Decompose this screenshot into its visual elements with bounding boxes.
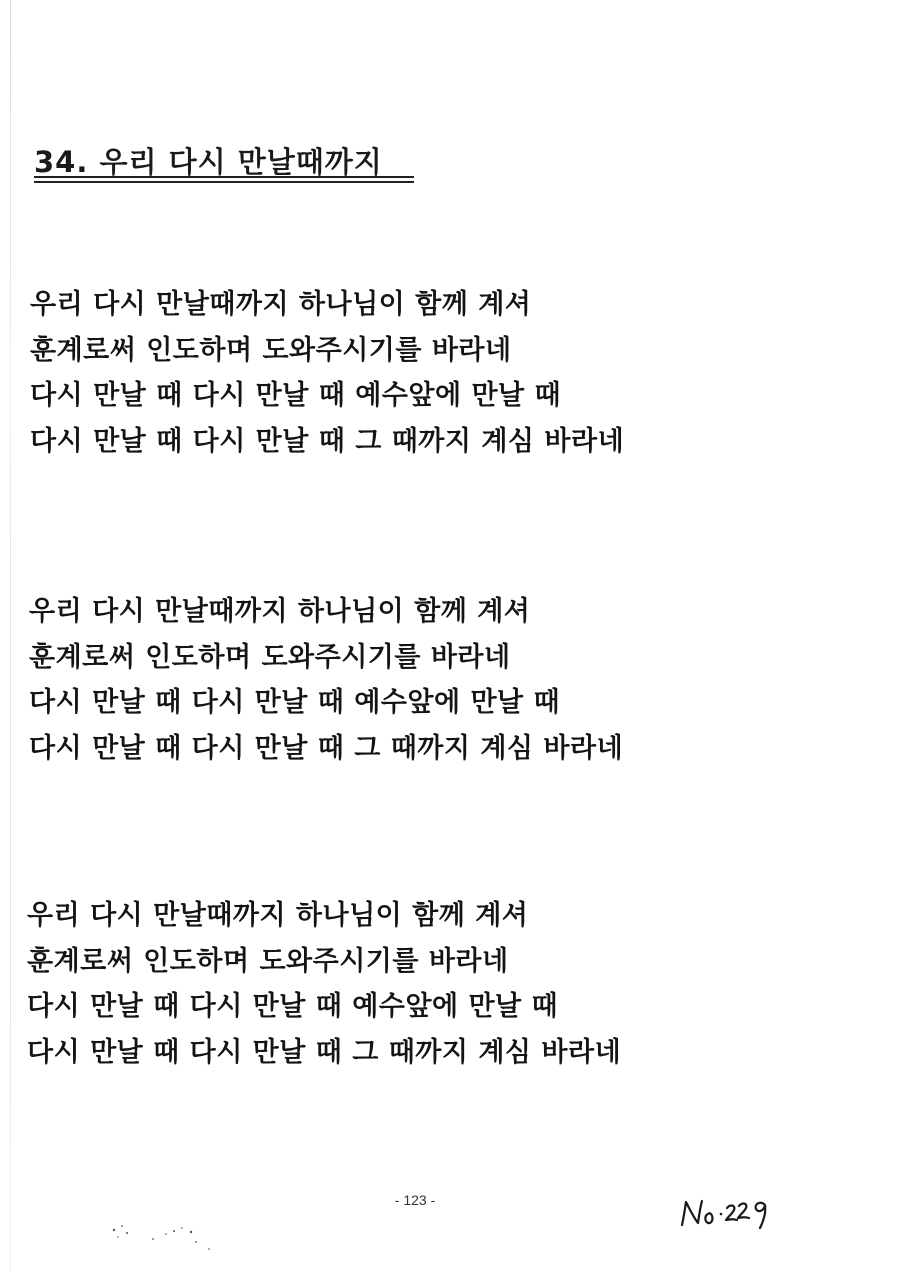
lyric-line: 훈계로써 인도하며 도와주시기를 바라네 [29, 641, 511, 673]
scan-specks [108, 1222, 218, 1256]
lyric-line: 우리 다시 만날때까지 하나님이 함께 계셔 [29, 596, 531, 627]
lyric-line: 훈계로써 인도하며 도와주시기를 바라네 [30, 334, 512, 366]
lyric-line: 다시 만날 때 다시 만날 때 그 때까지 계심 바라네 [29, 732, 624, 764]
song-title: 34. 우리 다시 만날때까지 [34, 145, 383, 179]
scan-edge [10, 0, 11, 1272]
title-underline [34, 181, 414, 183]
verse-2 [29, 589, 769, 771]
title-underline [34, 176, 414, 178]
lyric-line: 훈계로써 인도하며 도와주시기를 바라네 [27, 945, 509, 977]
lyric-line: 다시 만날 때 다시 만날 때 예수앞에 만날 때 [29, 687, 561, 718]
lyric-line: 다시 만날 때 다시 만날 때 그 때까지 계심 바라네 [30, 425, 625, 457]
verse-1 [30, 282, 770, 464]
lyric-line: 다시 만날 때 다시 만날 때 예수앞에 만날 때 [27, 991, 559, 1022]
lyric-line: 우리 다시 만날때까지 하나님이 함께 계셔 [30, 289, 532, 320]
lyric-line: 우리 다시 만날때까지 하나님이 함께 계셔 [27, 900, 529, 931]
page-number: - 123 - [394, 1192, 436, 1208]
verse-3 [27, 893, 767, 1075]
handwritten-number-mark [676, 1192, 788, 1232]
lyric-line: 다시 만날 때 다시 만날 때 그 때까지 계심 바라네 [27, 1036, 622, 1068]
lyric-line: 다시 만날 때 다시 만날 때 예수앞에 만날 때 [30, 380, 562, 411]
